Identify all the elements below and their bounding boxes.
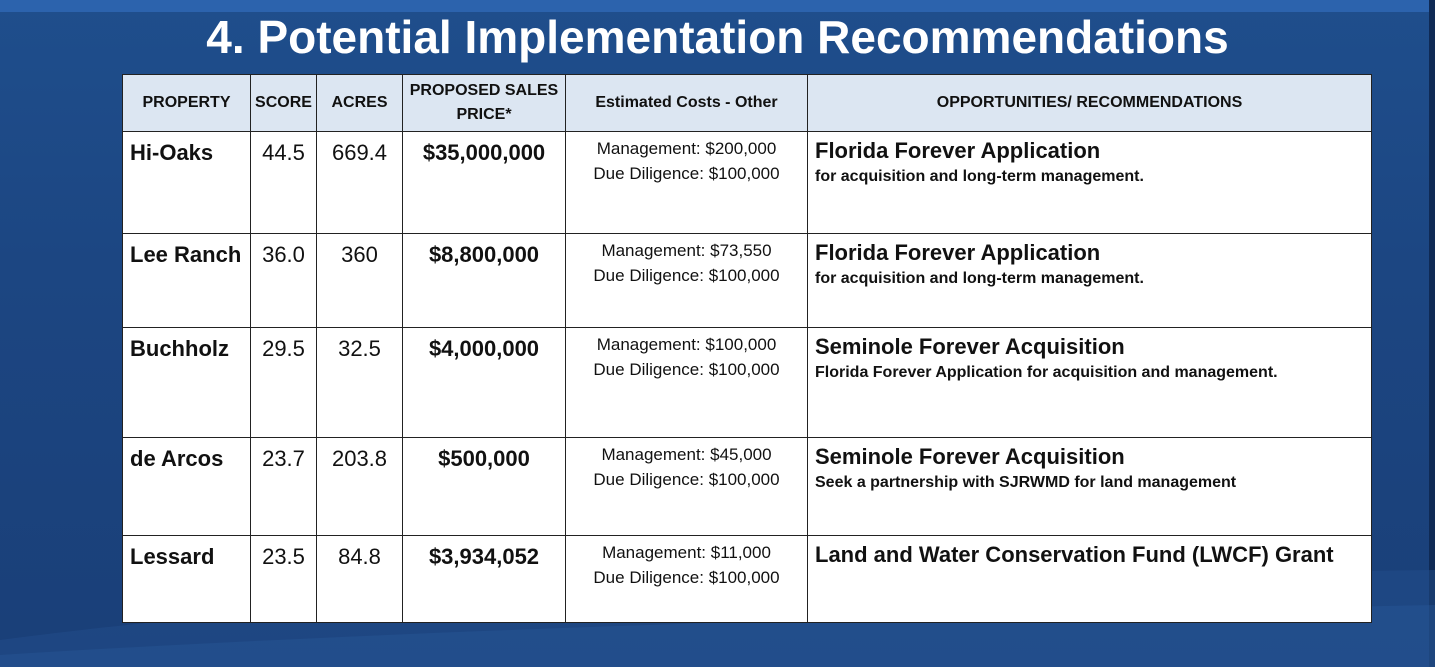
cell-opportunity bbox=[808, 132, 1372, 234]
cost-management: Management: $100,000 bbox=[596, 335, 777, 354]
cell-price: $8,800,000 bbox=[403, 234, 566, 328]
cell-score: 23.5 bbox=[251, 536, 317, 623]
header-score: SCORE bbox=[251, 75, 317, 132]
table-row bbox=[123, 438, 1372, 536]
header-acres: ACRES bbox=[317, 75, 403, 132]
cell-opportunity bbox=[808, 536, 1372, 623]
table-row bbox=[123, 234, 1372, 328]
cell-property: de Arcos bbox=[123, 438, 251, 536]
cost-due-diligence: Due Diligence: $100,000 bbox=[593, 266, 780, 285]
cell-property: Buchholz bbox=[123, 328, 251, 438]
cell-acres: 203.8 bbox=[317, 438, 403, 536]
cell-opportunity bbox=[808, 438, 1372, 536]
cell-opportunity bbox=[808, 328, 1372, 438]
opportunity-title: Seminole Forever Acquisition bbox=[815, 444, 1125, 469]
opportunity-detail: for acquisition and long-term management. bbox=[815, 270, 1144, 287]
cost-management: Management: $45,000 bbox=[601, 445, 772, 464]
header-opportunities: OPPORTUNITIES/ RECOMMENDATIONS bbox=[808, 75, 1372, 132]
cell-score: 44.5 bbox=[251, 132, 317, 234]
header-estimated-costs: Estimated Costs - Other bbox=[566, 75, 808, 132]
cell-price: $3,934,052 bbox=[403, 536, 566, 623]
cell-costs bbox=[566, 438, 808, 536]
header-property: PROPERTY bbox=[123, 75, 251, 132]
table-row bbox=[123, 536, 1372, 623]
cell-score: 36.0 bbox=[251, 234, 317, 328]
opportunity-title: Seminole Forever Acquisition bbox=[815, 334, 1125, 359]
cell-price: $500,000 bbox=[403, 438, 566, 536]
cost-management: Management: $11,000 bbox=[602, 543, 771, 562]
table-row bbox=[123, 132, 1372, 234]
header-price-line1: PROPOSED SALES bbox=[409, 82, 559, 99]
cell-property: Lessard bbox=[123, 536, 251, 623]
cell-costs bbox=[566, 536, 808, 623]
cell-costs bbox=[566, 132, 808, 234]
opportunity-title: Florida Forever Application bbox=[815, 138, 1101, 163]
opportunity-detail: Florida Forever Application for acquisition and management. bbox=[815, 364, 1278, 381]
table-header-row bbox=[123, 75, 1372, 132]
cell-price: $35,000,000 bbox=[403, 132, 566, 234]
cell-price: $4,000,000 bbox=[403, 328, 566, 438]
cost-management: Management: $73,550 bbox=[601, 241, 772, 260]
cell-acres: 360 bbox=[317, 234, 403, 328]
opportunity-title: Land and Water Conservation Fund (LWCF) Grant bbox=[815, 542, 1334, 567]
cost-due-diligence: Due Diligence: $100,000 bbox=[593, 568, 780, 587]
header-price-line2: PRICE* bbox=[456, 106, 512, 123]
recommendations-table bbox=[122, 74, 1372, 623]
table-row bbox=[123, 328, 1372, 438]
cost-due-diligence: Due Diligence: $100,000 bbox=[593, 360, 780, 379]
opportunity-title: Florida Forever Application bbox=[815, 240, 1101, 265]
cell-acres: 669.4 bbox=[317, 132, 403, 234]
cost-due-diligence: Due Diligence: $100,000 bbox=[593, 164, 780, 183]
cell-opportunity bbox=[808, 234, 1372, 328]
cost-management: Management: $200,000 bbox=[596, 139, 777, 158]
cell-score: 29.5 bbox=[251, 328, 317, 438]
slide-title: 4. Potential Implementation Recommendations bbox=[206, 11, 1229, 63]
cell-costs bbox=[566, 328, 808, 438]
cell-acres: 84.8 bbox=[317, 536, 403, 623]
cell-costs bbox=[566, 234, 808, 328]
cell-acres: 32.5 bbox=[317, 328, 403, 438]
cost-due-diligence: Due Diligence: $100,000 bbox=[593, 470, 780, 489]
opportunity-detail: for acquisition and long-term management. bbox=[815, 168, 1144, 185]
cell-property: Lee Ranch bbox=[123, 234, 251, 328]
cell-score: 23.7 bbox=[251, 438, 317, 536]
cell-property: Hi-Oaks bbox=[123, 132, 251, 234]
opportunity-detail: Seek a partnership with SJRWMD for land management bbox=[815, 474, 1237, 491]
header-proposed-sales-price bbox=[403, 75, 566, 132]
